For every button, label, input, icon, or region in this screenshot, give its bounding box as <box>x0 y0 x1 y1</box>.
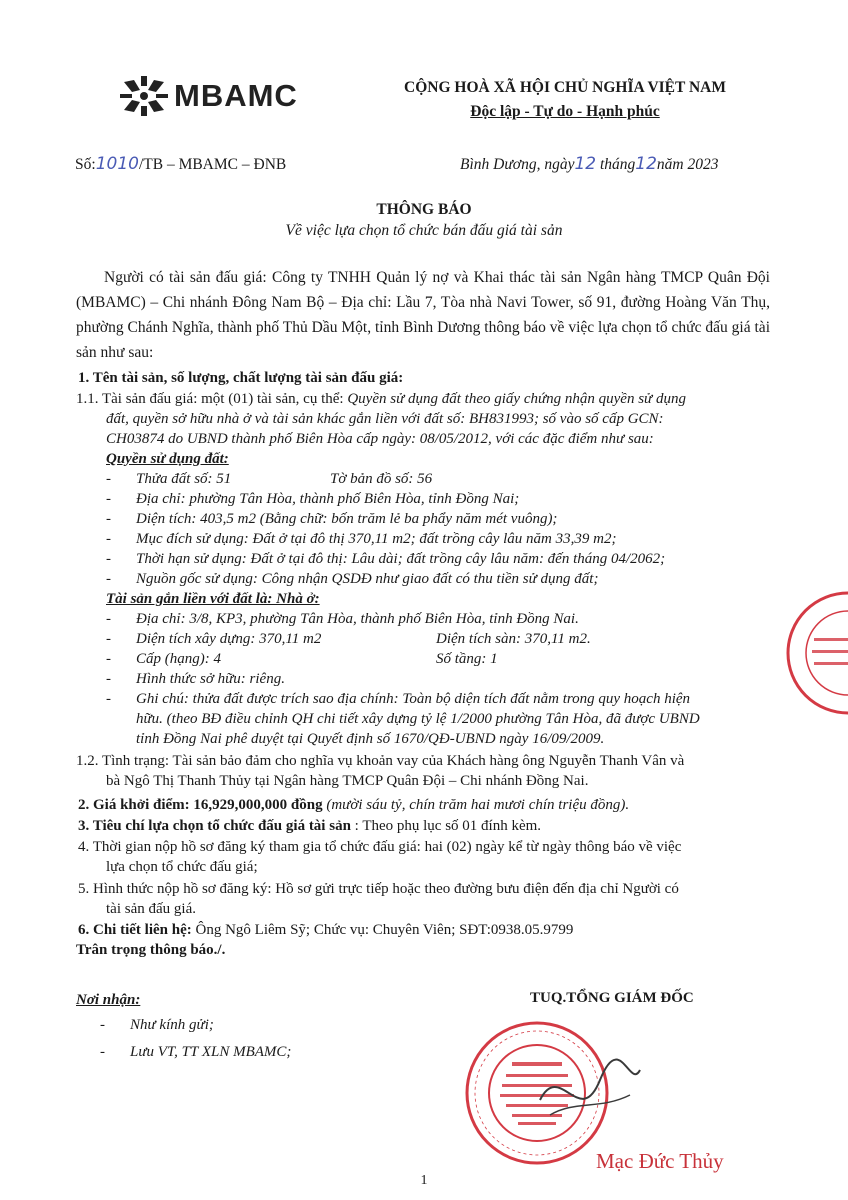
signer-title: TUQ.TỔNG GIÁM ĐỐC <box>530 990 694 1006</box>
section5-line2: tài sản đấu giá. <box>106 901 196 917</box>
handwritten-number: 1010 <box>95 154 139 174</box>
list-item: - Diện tích: 403,5 m2 (Bằng chữ: bốn trăm lẻ ba phẩy năm mét vuông); <box>106 511 558 527</box>
floor-area: Diện tích sàn: 370,11 m2. <box>436 631 591 647</box>
list-item: - Ghi chú: thửa đất được trích sao địa chính: Toàn bộ diện tích đất nằm trong quy hoạch hiện <box>106 691 691 707</box>
section3-criteria: 3. Tiêu chí lựa chọn tổ chức đấu giá tài sản : Theo phụ lục số 01 đính kèm. <box>78 818 542 834</box>
recipient-item: - Như kính gửi; <box>100 1017 214 1033</box>
handwritten-month: 12 <box>635 154 657 174</box>
logo-text: MBAMC <box>174 78 298 113</box>
partial-seal-icon <box>786 578 848 734</box>
item-1-2-line2: bà Ngô Thị Thanh Thủy tại Ngân hàng TMCP Quân Đội – Chi nhánh Đồng Nai. <box>106 773 589 789</box>
list-item: - Nguồn gốc sử dụng: Công nhận QSDĐ như giao đất có thu tiền sử dụng đất; <box>106 571 599 587</box>
list-item: - Diện tích xây dựng: 370,11 m2 <box>106 631 322 647</box>
document-subtitle: Về việc lựa chọn tổ chức bán đấu giá tài sản <box>285 222 563 239</box>
land-use-heading: Quyền sử dụng đất: <box>106 451 229 467</box>
item-1-1-line1: 1.1. Tài sản đấu giá: một (01) tài sản, cụ thể: Quyền sử dụng đất theo giấy chứng nhận quyền sử dụng <box>76 391 686 407</box>
section5-line1: 5. Hình thức nộp hồ sơ đăng ký: Hồ sơ gửi trực tiếp hoặc theo đường bưu điện đến địa chỉ Người có <box>78 881 679 897</box>
logo-mark-icon <box>120 76 168 116</box>
closing-text: Trân trọng thông báo./. <box>76 942 226 958</box>
section4-line2: lựa chọn tổ chức đấu giá; <box>106 859 258 875</box>
map-sheet-number: Tờ bản đồ số: 56 <box>330 471 433 487</box>
place-date: Bình Dương, ngày12 tháng12năm 2023 <box>460 154 719 174</box>
list-item: - Mục đích sử dụng: Đất ở tại đô thị 370,11 m2; đất trồng cây lâu năm 33,39 m2; <box>106 531 617 547</box>
document-title: THÔNG BÁO <box>376 201 472 218</box>
document-number: Số:1010/TB – MBAMC – ĐNB <box>75 154 287 174</box>
handwritten-signature-icon <box>530 1040 650 1146</box>
recipients-heading: Nơi nhận: <box>76 992 141 1008</box>
item-1-1-line3: CH03874 do UBND thành phố Biên Hòa cấp ngày: 08/05/2012, với các đặc điểm như sau: <box>106 431 654 447</box>
republic-header <box>360 76 770 124</box>
attached-asset-heading: Tài sản gắn liền với đất là: Nhà ở: <box>106 591 320 607</box>
handwritten-day: 12 <box>574 154 597 174</box>
section2-starting-price: 2. Giá khởi điểm: 16,929,000,000 đồng (mười sáu tỷ, chín trăm hai mươi chín triệu đồng). <box>78 797 630 813</box>
list-item: - Địa chỉ: 3/8, KP3, phường Tân Hòa, thành phố Biên Hòa, tỉnh Đồng Nai. <box>106 611 579 627</box>
list-item: - Cấp (hạng): 4 <box>106 651 221 667</box>
list-item: - Thửa đất số: 51 <box>106 471 232 487</box>
recipient-item: - Lưu VT, TT XLN MBAMC; <box>100 1044 292 1060</box>
motto: Độc lập - Tự do - Hạnh phúc <box>470 103 660 120</box>
list-item: - Hình thức sở hữu: riêng. <box>106 671 285 687</box>
list-item: - Địa chỉ: phường Tân Hòa, thành phố Biên Hòa, tỉnh Đồng Nai; <box>106 491 520 507</box>
floor-count: Số tầng: 1 <box>436 651 498 667</box>
section1-heading: 1. Tên tài sản, số lượng, chất lượng tài sản đấu giá: <box>78 370 404 386</box>
section4-line1: 4. Thời gian nộp hồ sơ đăng ký tham gia tổ chức đấu giá: hai (02) ngày kể từ ngày thông báo về việc <box>78 839 682 855</box>
company-logo <box>120 76 298 116</box>
note-line3: tỉnh Đồng Nai phê duyệt tại Quyết định số 1670/QĐ-UBND ngày 16/09/2009. <box>136 731 605 747</box>
republic-title: CỘNG HOÀ XÃ HỘI CHỦ NGHĨA VIỆT NAM <box>404 79 726 96</box>
section6-contact: 6. Chi tiết liên hệ: Ông Ngô Liêm Sỹ; Chức vụ: Chuyên Viên; SĐT:0938.05.9799 <box>78 922 574 938</box>
signer-name: Mạc Đức Thủy <box>596 1149 724 1173</box>
item-1-2-line1: 1.2. Tình trạng: Tài sản bảo đảm cho nghĩa vụ khoản vay của Khách hàng ông Nguyễn Thanh Vân và <box>76 753 685 769</box>
item-1-1-line2: đất, quyền sở hữu nhà ở và tài sản khác gắn liền với đất số: BH831993; số vào số cấp GCN: <box>106 411 664 427</box>
list-item: - Thời hạn sử dụng: Đất ở tại đô thị: Lâu dài; đất trồng cây lâu năm: đến tháng 04/2062; <box>106 551 666 567</box>
note-line2: hữu. (theo BĐ điều chỉnh QH chi tiết xây dựng tỷ lệ 1/2000 phường Tân Hòa, đã được UBND <box>136 711 700 727</box>
intro-paragraph: Người có tài sản đấu giá: Công ty TNHH Quản lý nợ và Khai thác tài sản Ngân hàng TMCP Quân Đội (MBAMC) – Chi nhánh Đông Nam Bộ – Địa chỉ: Lầu 7, Tòa nhà Navi Tower, số 91, đường Hoàng Văn Thụ, phường Chánh Nghĩa, thành phố Thủ Dầu Một, tỉnh Bình Dương thông báo về việc lựa chọn tổ chức đấu giá tài sản như sau: <box>76 269 770 361</box>
page-number: 1 <box>420 1173 428 1188</box>
